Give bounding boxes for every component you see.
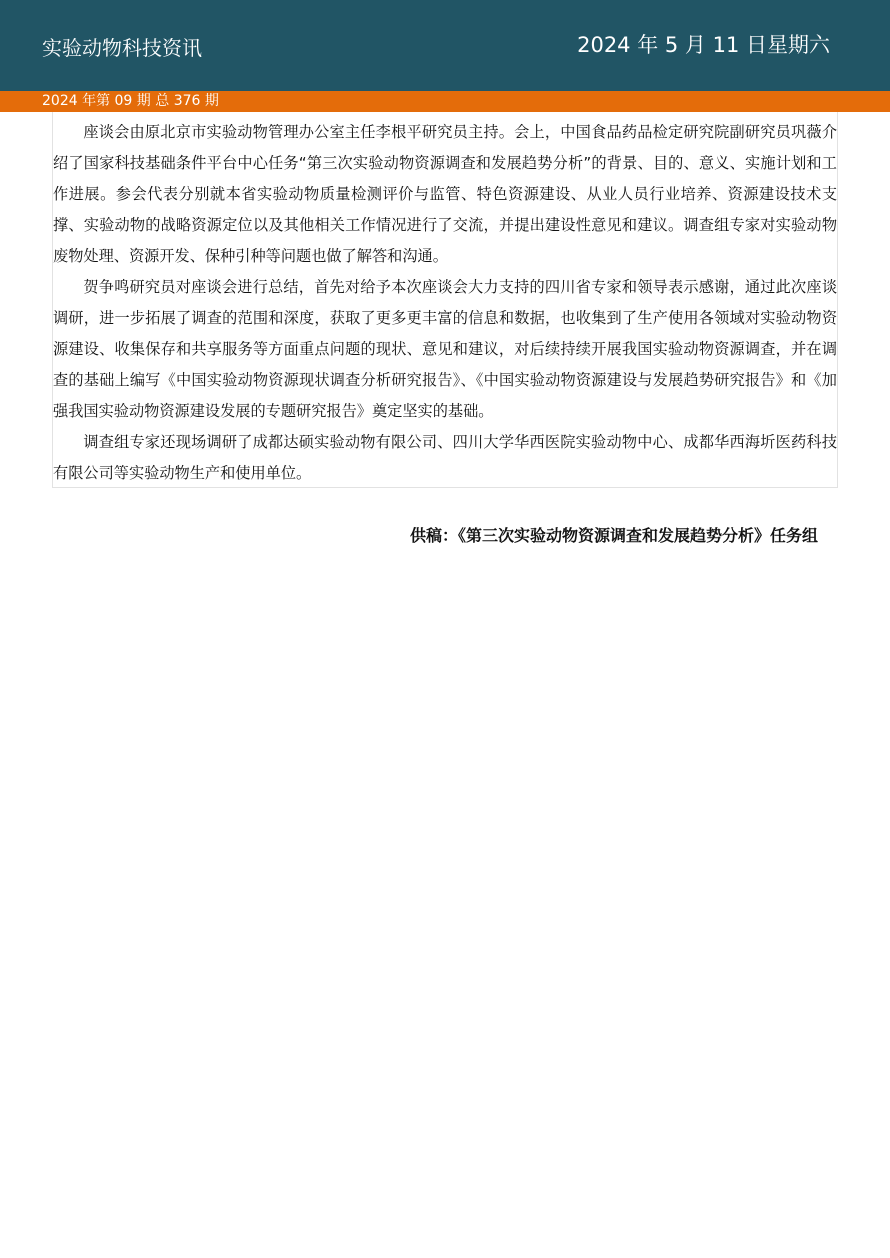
issue-number: 2024 年第 09 期 总 376 期 [42,93,219,109]
issue-bar [0,91,890,112]
article-paragraph-2: 贺争鸣研究员对座谈会进行总结，首先对给予本次座谈会大力支持的四川省专家和领导表示感谢，通过此次座谈调研，进一步拓展了调查的范围和深度，获取了更多更丰富的信息和数据，也收集到了生产使用各领域对实验动物资源建设、收集保存和共享服务等方面重点问题的现状、意见和建议，对后续持续开展我国实验动物资源调查，并在调查的基础上编写《中国实验动物资源现状调查分析研究报告》、《中国实验动物资源建设与发展趋势研究报告》和《加强我国实验动物资源建设发展的专题研究报告》奠定坚实的基础。 [53,278,837,420]
publication-date: 2024 年 5 月 11 日星期六 [577,33,830,57]
publication-title: 实验动物科技资讯 [42,36,202,60]
article-paragraph-1: 座谈会由原北京市实验动物管理办公室主任李根平研究员主持。会上，中国食品药品检定研究院副研究员巩薇介绍了国家科技基础条件平台中心任务“第三次实验动物资源调查和发展趋势分析”的背景、目的、意义、实施计划和工作进展。参会代表分别就本省实验动物质量检测评价与监管、特色资源建设、从业人员行业培养、资源建设技术支撑、实验动物的战略资源定位以及其他相关工作情况进行了交流，并提出建设性意见和建议。调查组专家对实验动物废物处理、资源开发、保种引种等问题也做了解答和沟通。 [53,123,837,265]
article-body [52,112,838,488]
article-paragraph-3: 调查组专家还现场调研了成都达硕实验动物有限公司、四川大学华西医院实验动物中心、成都华西海圻医药科技有限公司等实验动物生产和使用单位。 [53,433,837,482]
article-credit: 供稿：《第三次实验动物资源调查和发展趋势分析》任务组 [409,526,818,545]
page-header [0,0,890,91]
